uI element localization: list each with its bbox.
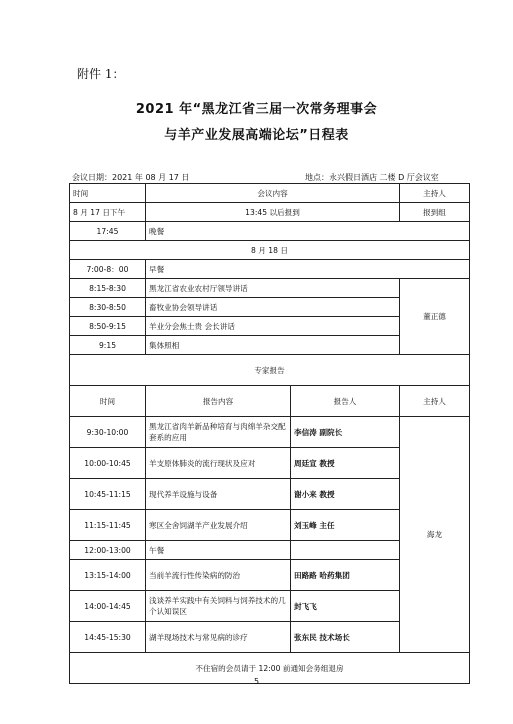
report-time: 13:15-14:00 [70, 560, 146, 591]
item-time: 8:50-9:15 [70, 317, 146, 336]
report-speaker: 李信涛 副院长 [291, 417, 400, 448]
reports-host: 海龙 [400, 417, 470, 653]
report-time: 12:00-13:00 [70, 541, 146, 560]
report-time: 10:00-10:45 [70, 448, 146, 479]
dinner-time: 17:45 [70, 222, 146, 241]
report-content: 黑龙江省肉羊新品种培育与肉绵羊杂交配套系的应用 [146, 417, 291, 448]
table-row [70, 260, 470, 279]
item-content: 集体照相 [146, 336, 400, 355]
report-time: 9:30-10:00 [70, 417, 146, 448]
checkin-content: 13:45 以后报到 [146, 203, 400, 222]
expert-header-time: 时间 [70, 386, 146, 417]
report-time: 11:15-11:45 [70, 510, 146, 541]
breakfast-time: 7:00-8：00 [70, 260, 146, 279]
report-content: 浅谈养羊实践中有关饲料与饲养技术的几个认知误区 [146, 591, 291, 622]
report-speaker: 谢小来 教授 [291, 479, 400, 510]
dinner-content: 晚餐 [146, 222, 470, 241]
item-time: 9:15 [70, 336, 146, 355]
expert-header-row [70, 386, 470, 417]
item-content: 黑龙江省农业农村厅领导讲话 [146, 279, 400, 298]
page-number: 5 [253, 677, 260, 686]
checkin-host: 报到组 [400, 203, 470, 222]
date-row [70, 241, 470, 260]
meeting-date: 会议日期：2021 年 08 月 17 日 [72, 173, 190, 182]
title-line-2: 与羊产业发展高端论坛”日程表 [164, 128, 349, 143]
table-row [70, 279, 470, 298]
expert-section-title: 专家报告 [70, 355, 470, 386]
expert-header-host: 主持人 [400, 386, 470, 417]
table-row [70, 203, 470, 222]
report-speaker: 田路路 哈药集团 [291, 560, 400, 591]
report-speaker: 刘玉峰 主任 [291, 510, 400, 541]
report-content: 当前羊流行性传染病的防治 [146, 560, 291, 591]
section-row [70, 355, 470, 386]
expert-header-content: 报告内容 [146, 386, 291, 417]
day2-label: 8 月 18 日 [70, 241, 470, 260]
report-content: 羊支原体肺炎的流行现状及应对 [146, 448, 291, 479]
item-content: 羊业分会焦士贵 会长讲话 [146, 317, 400, 336]
report-content: 湖羊现场技术与常见病的诊疗 [146, 622, 291, 653]
report-speaker [291, 541, 400, 560]
report-time: 10:45-11:15 [70, 479, 146, 510]
item-content: 畜牧业协会领导讲话 [146, 298, 400, 317]
report-time: 14:45-15:30 [70, 622, 146, 653]
header-host: 主持人 [400, 184, 470, 203]
table-row [70, 417, 470, 448]
breakfast-content: 早餐 [146, 260, 470, 279]
item-time: 8:30-8:50 [70, 298, 146, 317]
header-time: 时间 [70, 184, 146, 203]
report-speaker: 封飞飞 [291, 591, 400, 622]
expert-header-speaker: 报告人 [291, 386, 400, 417]
report-content: 现代养羊设施与设备 [146, 479, 291, 510]
meeting-location: 地点：永兴假日酒店 二楼 D 厅会议室 [305, 173, 439, 182]
footer-note: 不住宿的会员请于 12:00 前通知会务组退房 [70, 653, 470, 684]
morning-host: 董正德 [400, 279, 470, 355]
checkin-time: 8 月 17 日下午 [70, 203, 146, 222]
report-speaker: 张东民 技术场长 [291, 622, 400, 653]
header-content: 会议内容 [146, 184, 400, 203]
schedule-table [69, 183, 470, 684]
table-header-row [70, 184, 470, 203]
table-row [70, 222, 470, 241]
report-speaker: 周廷宣 教授 [291, 448, 400, 479]
title-line-1: 2021 年“黑龙江省三届一次常务理事会 [135, 102, 378, 117]
report-content: 寒区全舍饲湖羊产业发展介绍 [146, 510, 291, 541]
report-content: 午餐 [146, 541, 291, 560]
attachment-label: 附件 1： [77, 67, 125, 81]
report-time: 14:00-14:45 [70, 591, 146, 622]
item-time: 8:15-8:30 [70, 279, 146, 298]
